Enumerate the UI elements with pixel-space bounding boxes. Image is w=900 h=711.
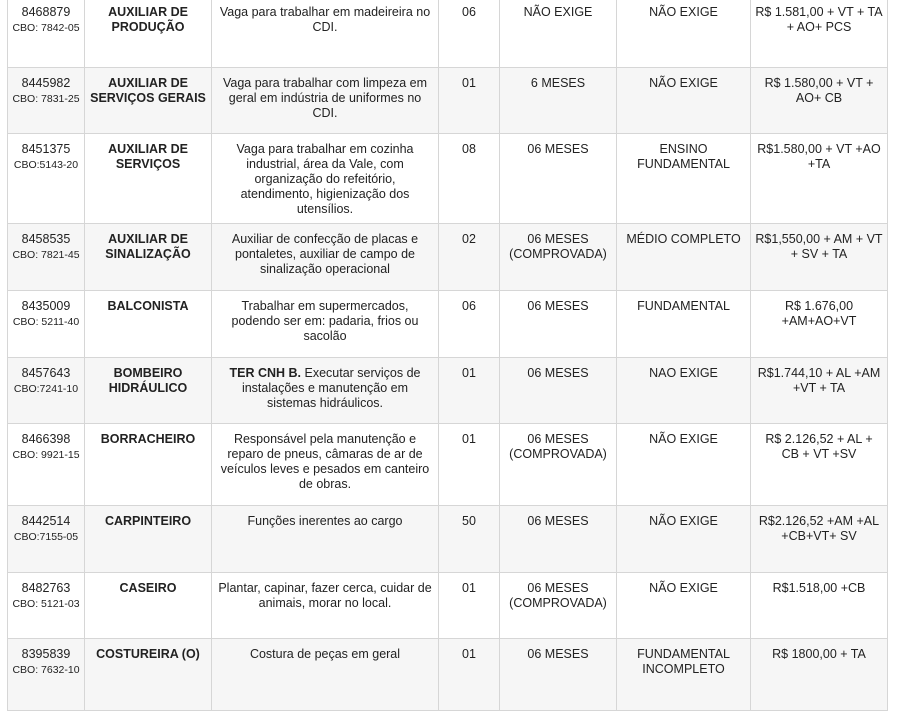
job-experience: NÃO EXIGE [500, 0, 617, 68]
job-quantity: 01 [439, 424, 500, 506]
table-row [8, 424, 888, 506]
job-experience: 06 MESES (COMPROVADA) [500, 424, 617, 506]
job-code-cell [8, 291, 85, 358]
job-code: 8435009 [21, 299, 71, 313]
job-quantity: 02 [439, 224, 500, 291]
job-quantity: 50 [439, 506, 500, 573]
description-text: Vaga para trabalhar em cozinha industrial, área da Vale, com organização do refeitório, atendimento, higienização dos utensílios. [236, 142, 414, 216]
job-experience: 6 MESES [500, 68, 617, 134]
job-code-cell [8, 0, 85, 68]
description-text: Plantar, capinar, fazer cerca, cuidar de animais, morar no local. [218, 581, 432, 610]
job-description [212, 506, 439, 573]
table-row [8, 506, 888, 573]
description-text: Responsável pela manutenção e reparo de pneus, câmaras de ar de veículos leves e pesados em canteiro de obras. [220, 432, 430, 491]
job-title: BOMBEIRO HIDRÁULICO [85, 358, 212, 424]
job-experience: 06 MESES (COMPROVADA) [500, 224, 617, 291]
job-description [212, 424, 439, 506]
job-description [212, 358, 439, 424]
cbo-code: CBO: 7831-25 [12, 93, 80, 105]
cbo-code: CBO:5143-20 [13, 159, 79, 171]
description-text: Trabalhar em supermercados, podendo ser em: padaria, frios ou sacolão [231, 299, 419, 343]
cbo-code: CBO:7155-05 [13, 531, 79, 543]
cbo-code: CBO: 7821-45 [12, 249, 80, 261]
description-text: Costura de peças em geral [249, 647, 401, 661]
description-text: Auxiliar de confecção de placas e pontaletes, auxiliar de campo de sinalização operacional [231, 232, 419, 276]
job-code: 8468879 [21, 5, 71, 19]
job-education: NÃO EXIGE [617, 424, 751, 506]
job-education: NÃO EXIGE [617, 506, 751, 573]
job-description [212, 224, 439, 291]
job-code-cell [8, 68, 85, 134]
job-title: BORRACHEIRO [85, 424, 212, 506]
job-education: FUNDAMENTAL INCOMPLETO [617, 639, 751, 711]
job-education: NÃO EXIGE [617, 0, 751, 68]
job-education: ENSINO FUNDAMENTAL [617, 134, 751, 224]
job-listings-table [7, 0, 888, 711]
job-code: 8395839 [21, 647, 71, 661]
description-text: Vaga para trabalhar em madeireira no CDI. [219, 5, 431, 34]
job-code: 8466398 [21, 432, 71, 446]
job-code: 8451375 [21, 142, 71, 156]
job-quantity: 01 [439, 639, 500, 711]
table-row [8, 358, 888, 424]
job-quantity: 08 [439, 134, 500, 224]
job-code-cell [8, 358, 85, 424]
job-description [212, 68, 439, 134]
job-salary: R$ 1.676,00 +AM+AO+VT [751, 291, 888, 358]
job-code-cell [8, 573, 85, 639]
description-text: Executar serviços de instalações e manutenção em sistemas hidráulicos. [241, 366, 421, 410]
job-title: CARPINTEIRO [85, 506, 212, 573]
job-salary: R$ 1800,00 + TA [751, 639, 888, 711]
job-experience: 06 MESES [500, 639, 617, 711]
job-title: AUXILIAR DE SERVIÇOS [85, 134, 212, 224]
job-education: FUNDAMENTAL [617, 291, 751, 358]
job-title: AUXILIAR DE PRODUÇÃO [85, 0, 212, 68]
job-education: NÃO EXIGE [617, 573, 751, 639]
table-row [8, 134, 888, 224]
job-description [212, 573, 439, 639]
cbo-code: CBO: 7632-10 [12, 664, 80, 676]
cbo-code: CBO:7241-10 [13, 383, 79, 395]
job-experience: 06 MESES [500, 291, 617, 358]
job-title: AUXILIAR DE SERVIÇOS GERAIS [85, 68, 212, 134]
job-code-cell [8, 424, 85, 506]
job-code: 8482763 [21, 581, 71, 595]
job-description [212, 134, 439, 224]
job-experience: 06 MESES (COMPROVADA) [500, 573, 617, 639]
table-row [8, 68, 888, 134]
job-code-cell [8, 224, 85, 291]
job-code-cell [8, 639, 85, 711]
job-experience: 06 MESES [500, 506, 617, 573]
job-code: 8445982 [21, 76, 71, 90]
job-education: MÉDIO COMPLETO [617, 224, 751, 291]
table-row [8, 573, 888, 639]
job-code-cell [8, 506, 85, 573]
job-experience: 06 MESES [500, 134, 617, 224]
job-salary: R$ 1.580,00 + VT + AO+ CB [751, 68, 888, 134]
job-description [212, 0, 439, 68]
job-code: 8442514 [21, 514, 71, 528]
job-salary: R$ 1.581,00 + VT + TA + AO+ PCS [751, 0, 888, 68]
description-text: Vaga para trabalhar com limpeza em geral em indústria de uniformes no CDI. [222, 76, 428, 120]
job-title: BALCONISTA [85, 291, 212, 358]
job-code-cell [8, 134, 85, 224]
job-title: CASEIRO [85, 573, 212, 639]
job-salary: R$1.744,10 + AL +AM +VT + TA [751, 358, 888, 424]
cbo-code: CBO: 5121-03 [12, 598, 80, 610]
description-requirement: TER CNH B. [229, 366, 301, 380]
job-listings-body [8, 0, 888, 711]
job-salary: R$ 2.126,52 + AL + CB + VT +SV [751, 424, 888, 506]
job-quantity: 06 [439, 291, 500, 358]
job-quantity: 01 [439, 68, 500, 134]
job-quantity: 01 [439, 573, 500, 639]
job-quantity: 01 [439, 358, 500, 424]
job-salary: R$1,550,00 + AM + VT + SV + TA [751, 224, 888, 291]
job-title: COSTUREIRA (O) [85, 639, 212, 711]
table-row [8, 639, 888, 711]
job-description [212, 291, 439, 358]
job-education: NAO EXIGE [617, 358, 751, 424]
table-row [8, 291, 888, 358]
job-salary: R$1.580,00 + VT +AO +TA [751, 134, 888, 224]
cbo-code: CBO: 7842-05 [12, 22, 80, 34]
job-salary: R$1.518,00 +CB [751, 573, 888, 639]
job-code: 8457643 [21, 366, 71, 380]
job-education: NÃO EXIGE [617, 68, 751, 134]
cbo-code: CBO: 9921-15 [12, 449, 80, 461]
job-salary: R$2.126,52 +AM +AL +CB+VT+ SV [751, 506, 888, 573]
cbo-code: CBO: 5211-40 [12, 316, 80, 328]
job-code: 8458535 [21, 232, 71, 246]
table-row [8, 224, 888, 291]
job-description [212, 639, 439, 711]
job-title: AUXILIAR DE SINALIZAÇÃO [85, 224, 212, 291]
job-experience: 06 MESES [500, 358, 617, 424]
table-row [8, 0, 888, 68]
job-quantity: 06 [439, 0, 500, 68]
description-text: Funções inerentes ao cargo [247, 514, 403, 528]
